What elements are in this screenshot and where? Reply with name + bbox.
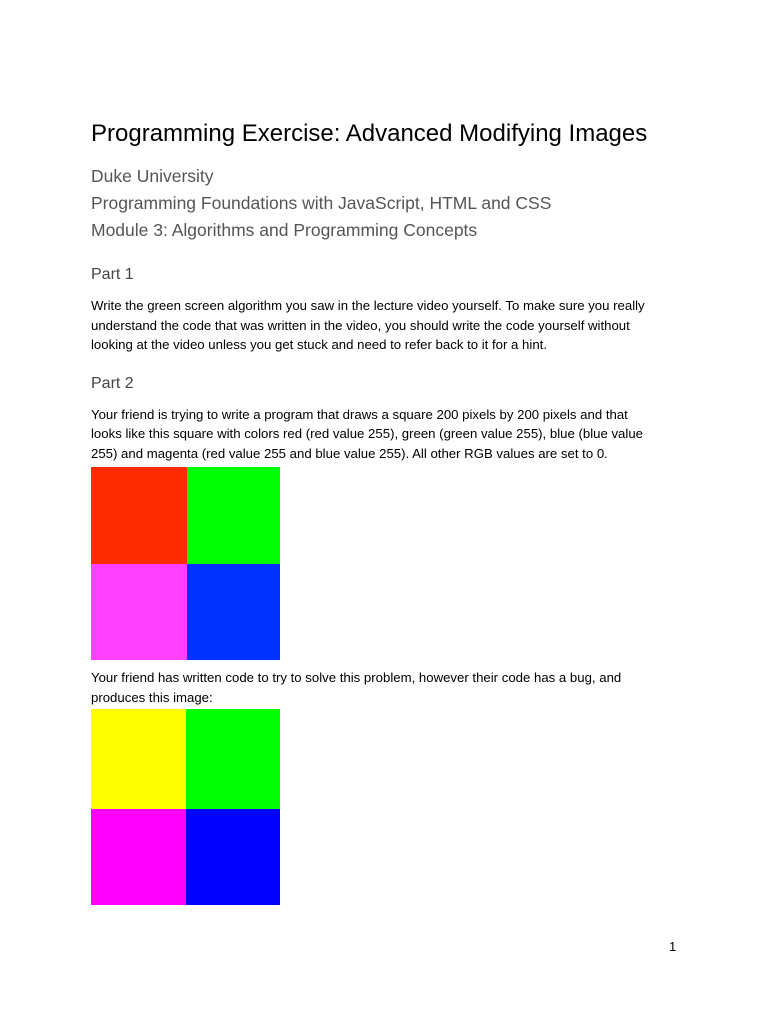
part1-line: understand the code that was written in the video, you should write the code yourself without [91,317,630,333]
page-number: 1 [669,939,677,954]
expected-red-quadrant [91,467,187,564]
bug-description-line: produces this image: [91,689,213,705]
bug-description-paragraph [91,668,691,707]
bug-description-line: Your friend has written code to try to solve this problem, however their code has a bug, and [91,670,622,685]
expected-green-quadrant [187,467,280,564]
part1-line: looking at the video unless you get stuck and need to refer back to it for a hint. [91,337,547,352]
subtitle-university: Duke University [91,166,214,186]
buggy-blue-quadrant [186,809,280,905]
document-content [91,118,691,905]
buggy-magenta-quadrant [91,809,186,905]
expected-blue-quadrant [187,564,280,660]
subtitle-course: Programming Foundations with JavaScript, HTML and CSS [91,193,552,213]
part1-paragraph [91,296,691,355]
part1-heading: Part 1 [91,266,134,283]
document-title: Programming Exercise: Advanced Modifying Images [91,120,648,147]
part2-line: Your friend is trying to write a program that draws a square 200 pixels by 200 pixels and that [91,406,628,422]
expected-square-image [91,467,280,660]
buggy-square-image [91,709,280,905]
buggy-yellow-quadrant [91,709,186,809]
part2-heading: Part 2 [91,374,134,392]
subtitle-module: Module 3: Algorithms and Programming Concepts [91,220,478,240]
subtitle-block [91,163,691,244]
expected-magenta-quadrant [91,564,187,660]
part2-line: looks like this square with colors red (red value 255), green (green value 255), blue (blue value [91,426,643,441]
part2-paragraph [91,405,691,464]
part1-line: Write the green screen algorithm you saw in the lecture video yourself. To make sure you really [91,298,645,313]
part2-line: 255) and magenta (red value 255 and blue value 255). All other RGB values are set to 0. [91,445,608,461]
buggy-green-quadrant [186,709,280,809]
